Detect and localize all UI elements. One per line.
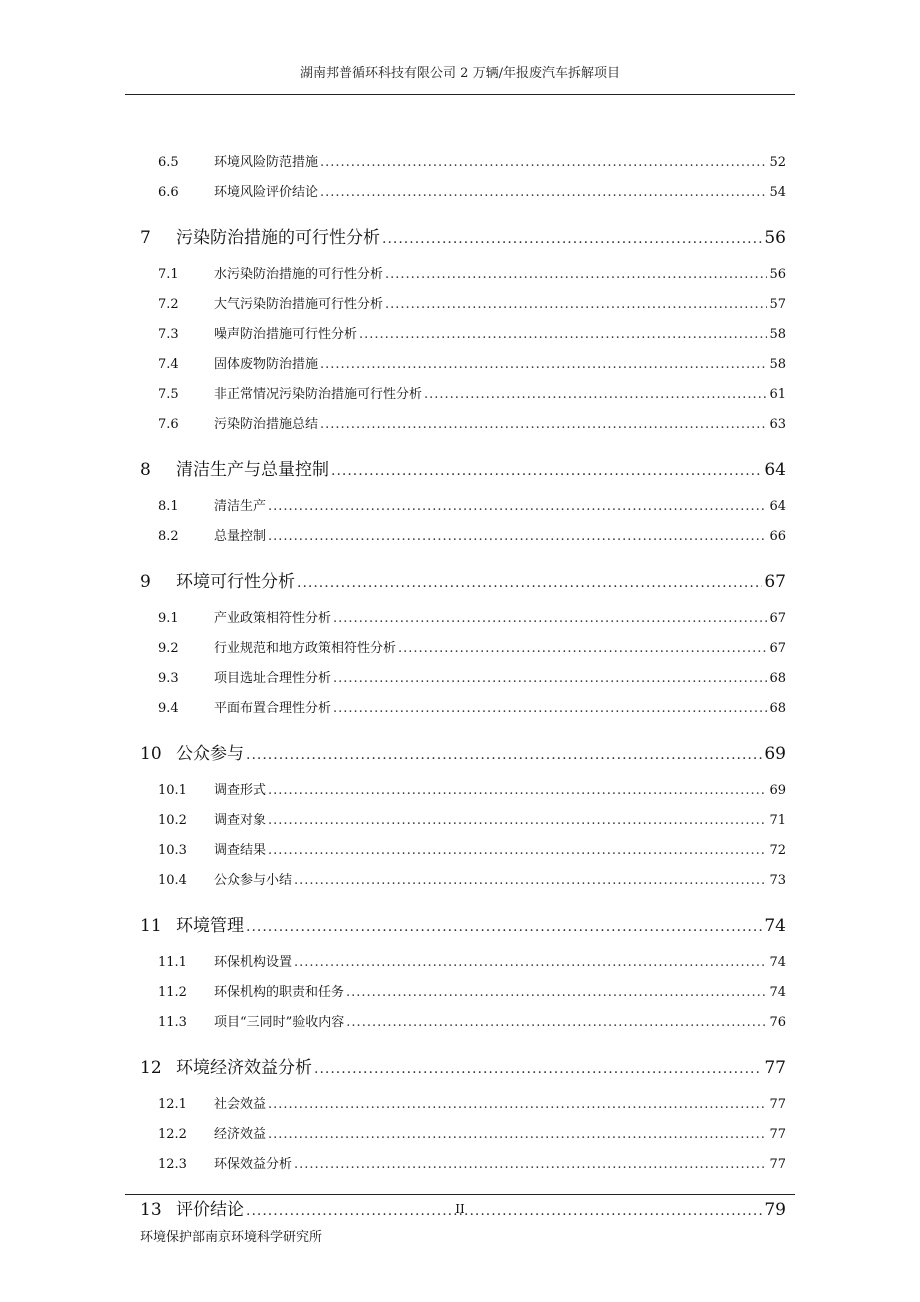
toc-entry-page: 77 bbox=[769, 1127, 786, 1142]
toc-entry-title: 环保效益分析 bbox=[214, 1157, 293, 1172]
toc-entry-page: 67 bbox=[769, 611, 786, 626]
toc-entry-page: 56 bbox=[769, 267, 786, 282]
toc-entry-page: 77 bbox=[764, 1058, 786, 1078]
toc-entry-title: 污染防治措施的可行性分析 bbox=[176, 228, 380, 248]
toc-dot-leader bbox=[268, 836, 767, 866]
toc-dot-leader bbox=[333, 664, 767, 694]
toc-dot-leader bbox=[268, 1120, 767, 1150]
toc-entry-title: 产业政策相符性分析 bbox=[214, 611, 332, 626]
toc-entry-title: 环保机构的职责和任务 bbox=[214, 985, 345, 1000]
toc-entry-number: 11.3 bbox=[158, 1015, 187, 1030]
toc-chapter-entry[interactable] bbox=[140, 560, 786, 604]
toc-section-entry[interactable] bbox=[140, 1150, 786, 1180]
toc-entry-page: 69 bbox=[764, 744, 786, 764]
toc-entry-page: 67 bbox=[764, 572, 786, 592]
toc-dot-leader bbox=[268, 522, 767, 552]
toc-entry-number: 12 bbox=[140, 1058, 162, 1078]
toc-dot-leader bbox=[268, 806, 767, 836]
toc-section-entry[interactable] bbox=[140, 634, 786, 664]
toc-entry-title: 行业规范和地方政策相符性分析 bbox=[214, 641, 397, 656]
toc-chapter-entry[interactable] bbox=[140, 448, 786, 492]
toc-section-entry[interactable] bbox=[140, 492, 786, 522]
toc-entry-page: 74 bbox=[769, 985, 786, 1000]
toc-entry-title: 水污染防治措施的可行性分析 bbox=[214, 267, 384, 282]
toc-section-entry[interactable] bbox=[140, 522, 786, 552]
toc-section-entry[interactable] bbox=[140, 776, 786, 806]
toc-chapter-entry[interactable] bbox=[140, 732, 786, 776]
toc-entry-page: 74 bbox=[769, 955, 786, 970]
toc-entry-page: 77 bbox=[769, 1157, 786, 1172]
toc-entry-number: 7.5 bbox=[158, 387, 179, 402]
footer-divider bbox=[125, 1194, 795, 1195]
toc-entry-title: 噪声防治措施可行性分析 bbox=[214, 327, 358, 342]
header-title: 湖南邦普循环科技有限公司 2 万辆/年报废汽车拆解项目 bbox=[300, 66, 620, 81]
toc-entry-title: 环境可行性分析 bbox=[176, 572, 295, 592]
toc-dot-leader bbox=[246, 905, 762, 949]
toc-entry-number: 7.6 bbox=[158, 417, 179, 432]
toc-entry-page: 69 bbox=[769, 783, 786, 798]
toc-entry-number: 11 bbox=[140, 916, 162, 936]
toc-entry-page: 68 bbox=[769, 671, 786, 686]
toc-entry-page: 73 bbox=[769, 873, 786, 888]
toc-section-entry[interactable] bbox=[140, 178, 786, 208]
toc-entry-page: 54 bbox=[769, 185, 786, 200]
toc-entry-title: 公众参与小结 bbox=[214, 873, 293, 888]
toc-section-entry[interactable] bbox=[140, 410, 786, 440]
toc-dot-leader bbox=[346, 1008, 767, 1038]
toc-entry-number: 6.5 bbox=[158, 155, 179, 170]
toc-dot-leader bbox=[333, 694, 767, 724]
toc-entry-page: 71 bbox=[769, 813, 786, 828]
toc-section-entry[interactable] bbox=[140, 978, 786, 1008]
toc-chapter-entry[interactable] bbox=[140, 904, 786, 948]
toc-section-entry[interactable] bbox=[140, 948, 786, 978]
toc-chapter-entry[interactable] bbox=[140, 1046, 786, 1090]
toc-section-entry[interactable] bbox=[140, 1008, 786, 1038]
toc-entry-page: 72 bbox=[769, 843, 786, 858]
toc-dot-leader bbox=[246, 733, 762, 777]
toc-entry-number: 7 bbox=[140, 228, 151, 248]
toc-entry-page: 58 bbox=[769, 357, 786, 372]
toc-entry-number: 8 bbox=[140, 460, 151, 480]
toc-dot-leader bbox=[320, 350, 767, 380]
toc-entry-title: 清洁生产 bbox=[214, 499, 267, 514]
toc-section-entry[interactable] bbox=[140, 350, 786, 380]
toc-entry-title: 环境风险防范措施 bbox=[214, 155, 319, 170]
toc-dot-leader bbox=[268, 1090, 767, 1120]
toc-entry-title: 环保机构设置 bbox=[214, 955, 293, 970]
toc-entry-page: 64 bbox=[769, 499, 786, 514]
toc-section-entry[interactable] bbox=[140, 866, 786, 896]
table-of-contents bbox=[140, 148, 786, 1232]
toc-dot-leader bbox=[385, 290, 767, 320]
toc-dot-leader bbox=[314, 1047, 762, 1091]
toc-dot-leader bbox=[346, 978, 767, 1008]
toc-entry-number: 7.3 bbox=[158, 327, 179, 342]
toc-dot-leader bbox=[331, 449, 762, 493]
toc-entry-page: 67 bbox=[769, 641, 786, 656]
toc-entry-number: 7.4 bbox=[158, 357, 179, 372]
toc-entry-page: 79 bbox=[764, 1200, 786, 1220]
toc-entry-page: 52 bbox=[769, 155, 786, 170]
toc-entry-title: 环境风险评价结论 bbox=[214, 185, 319, 200]
toc-entry-page: 68 bbox=[769, 701, 786, 716]
toc-entry-number: 10.1 bbox=[158, 783, 187, 798]
toc-dot-leader bbox=[320, 148, 767, 178]
toc-entry-page: 58 bbox=[769, 327, 786, 342]
toc-section-entry[interactable] bbox=[140, 1120, 786, 1150]
toc-section-entry[interactable] bbox=[140, 836, 786, 866]
toc-entry-number: 9.3 bbox=[158, 671, 179, 686]
toc-entry-title: 清洁生产与总量控制 bbox=[176, 460, 329, 480]
toc-entry-title: 固体废物防治措施 bbox=[214, 357, 319, 372]
toc-dot-leader bbox=[398, 634, 767, 664]
toc-entry-number: 7.2 bbox=[158, 297, 179, 312]
toc-section-entry[interactable] bbox=[140, 260, 786, 290]
toc-entry-number: 12.1 bbox=[158, 1097, 187, 1112]
footer-organization: 环境保护部南京环境科学研究所 bbox=[140, 1230, 323, 1245]
page-number: II bbox=[455, 1202, 465, 1216]
toc-entry-title: 大气污染防治措施可行性分析 bbox=[214, 297, 384, 312]
toc-section-entry[interactable] bbox=[140, 806, 786, 836]
toc-entry-number: 11.2 bbox=[158, 985, 187, 1000]
toc-section-entry[interactable] bbox=[140, 664, 786, 694]
toc-section-entry[interactable] bbox=[140, 604, 786, 634]
toc-dot-leader bbox=[320, 410, 767, 440]
toc-chapter-entry[interactable] bbox=[140, 216, 786, 260]
toc-section-entry[interactable] bbox=[140, 320, 786, 350]
toc-entry-page: 63 bbox=[769, 417, 786, 432]
toc-entry-number: 13 bbox=[140, 1200, 162, 1220]
toc-entry-title: 调查形式 bbox=[214, 783, 267, 798]
toc-entry-title: 项目选址合理性分析 bbox=[214, 671, 332, 686]
toc-entry-title: 环境管理 bbox=[176, 916, 244, 936]
toc-dot-leader bbox=[382, 217, 762, 261]
toc-dot-leader bbox=[294, 1150, 767, 1180]
toc-entry-title: 社会效益 bbox=[214, 1097, 267, 1112]
toc-entry-number: 8.2 bbox=[158, 529, 179, 544]
toc-section-entry[interactable] bbox=[140, 148, 786, 178]
toc-entry-page: 56 bbox=[764, 228, 786, 248]
toc-entry-title: 总量控制 bbox=[214, 529, 267, 544]
toc-entry-title: 污染防治措施总结 bbox=[214, 417, 319, 432]
toc-entry-number: 10.2 bbox=[158, 813, 187, 828]
toc-entry-title: 平面布置合理性分析 bbox=[214, 701, 332, 716]
toc-entry-number: 6.6 bbox=[158, 185, 179, 200]
toc-dot-leader bbox=[320, 178, 767, 208]
toc-entry-number: 10.4 bbox=[158, 873, 187, 888]
toc-dot-leader bbox=[294, 866, 767, 896]
toc-entry-title: 公众参与 bbox=[176, 744, 244, 764]
toc-entry-page: 76 bbox=[769, 1015, 786, 1030]
toc-entry-number: 9 bbox=[140, 572, 151, 592]
toc-dot-leader bbox=[294, 948, 767, 978]
toc-entry-number: 12.3 bbox=[158, 1157, 187, 1172]
toc-entry-title: 评价结论 bbox=[176, 1200, 244, 1220]
toc-entry-title: 项目“三同时”验收内容 bbox=[214, 1015, 345, 1030]
toc-entry-number: 8.1 bbox=[158, 499, 179, 514]
toc-entry-number: 9.4 bbox=[158, 701, 179, 716]
toc-entry-number: 9.2 bbox=[158, 641, 179, 656]
toc-section-entry[interactable] bbox=[140, 380, 786, 410]
toc-dot-leader bbox=[297, 561, 762, 605]
toc-entry-title: 经济效益 bbox=[214, 1127, 267, 1142]
toc-section-entry[interactable] bbox=[140, 694, 786, 724]
toc-entry-page: 64 bbox=[764, 460, 786, 480]
toc-entry-page: 77 bbox=[769, 1097, 786, 1112]
toc-entry-number: 10 bbox=[140, 744, 162, 764]
running-header bbox=[125, 64, 795, 95]
toc-dot-leader bbox=[424, 380, 767, 410]
toc-entry-page: 66 bbox=[769, 529, 786, 544]
toc-entry-page: 74 bbox=[764, 916, 786, 936]
toc-entry-title: 调查结果 bbox=[214, 843, 267, 858]
toc-entry-page: 61 bbox=[769, 387, 786, 402]
toc-entry-number: 7.1 bbox=[158, 267, 179, 282]
toc-entry-title: 环境经济效益分析 bbox=[176, 1058, 312, 1078]
toc-entry-number: 10.3 bbox=[158, 843, 187, 858]
toc-section-entry[interactable] bbox=[140, 1090, 786, 1120]
toc-dot-leader bbox=[268, 492, 767, 522]
toc-section-entry[interactable] bbox=[140, 290, 786, 320]
toc-entry-number: 9.1 bbox=[158, 611, 179, 626]
toc-entry-number: 12.2 bbox=[158, 1127, 187, 1142]
toc-entry-title: 非正常情况污染防治措施可行性分析 bbox=[214, 387, 423, 402]
toc-dot-leader bbox=[333, 604, 767, 634]
toc-dot-leader bbox=[385, 260, 767, 290]
toc-dot-leader bbox=[268, 776, 767, 806]
toc-entry-number: 11.1 bbox=[158, 955, 187, 970]
toc-entry-title: 调查对象 bbox=[214, 813, 267, 828]
toc-entry-page: 57 bbox=[769, 297, 786, 312]
toc-dot-leader bbox=[359, 320, 767, 350]
